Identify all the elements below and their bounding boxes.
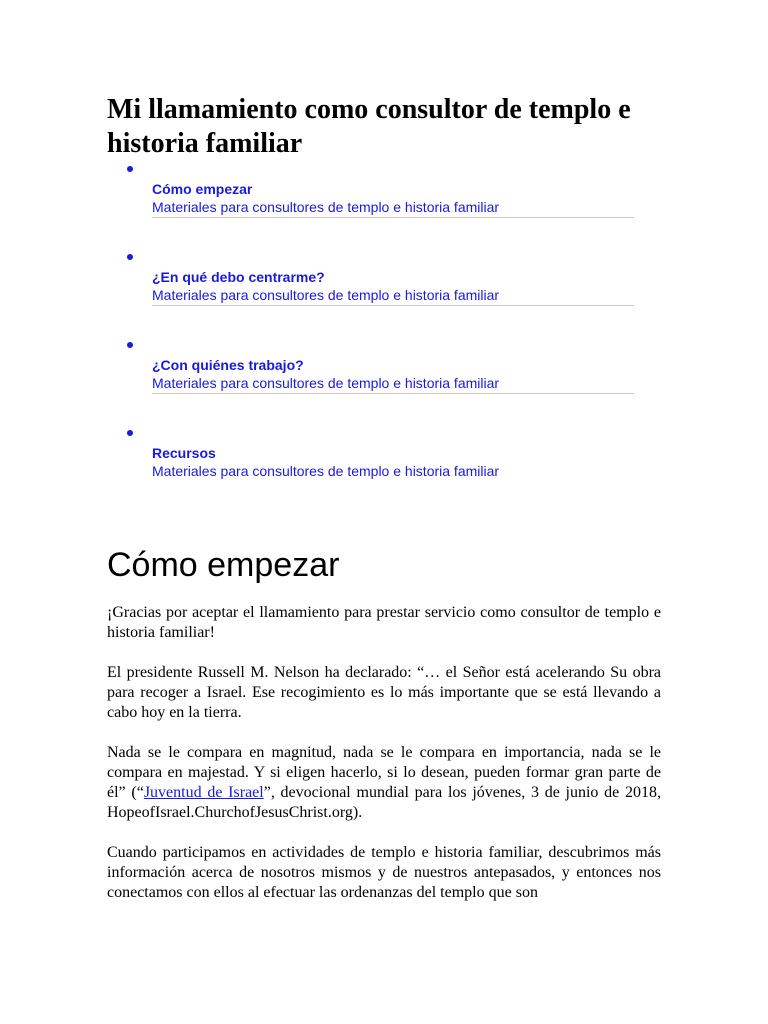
bullet-icon	[127, 430, 133, 436]
document-title: Mi llamamiento como consultor de templo e historia familiar	[107, 94, 631, 159]
toc-item-subtitle: Materiales para consultores de templo e historia familiar	[152, 199, 500, 215]
toc-item-title: Cómo empezar	[152, 181, 253, 197]
section-body	[107, 603, 661, 923]
toc-item	[107, 166, 667, 254]
toc-link-en-que-debo-centrarme[interactable]	[152, 268, 634, 306]
section-heading: Cómo empezar	[107, 546, 340, 584]
bullet-icon	[127, 342, 133, 348]
paragraph-text: ”, devocional mundial para los jóvenes, 3 de junio de 2018, HopeofIsrael.ChurchofJesusChrist.org).	[107, 784, 662, 821]
toc-item	[107, 342, 667, 430]
toc-item-title: ¿En qué debo centrarme?	[152, 269, 325, 285]
juventud-de-israel-link[interactable]: Juventud de Israel	[143, 784, 264, 801]
toc-item-title: ¿Con quiénes trabajo?	[152, 357, 304, 373]
toc-item-subtitle: Materiales para consultores de templo e historia familiar	[152, 375, 500, 391]
toc-item	[107, 254, 667, 342]
toc-link-recursos[interactable]	[152, 444, 634, 481]
paragraph: ¡Gracias por aceptar el llamamiento para prestar servicio como consultor de templo e historia familiar!	[107, 604, 661, 641]
toc-item-subtitle: Materiales para consultores de templo e historia familiar	[152, 287, 500, 303]
bullet-icon	[127, 166, 133, 172]
bullet-icon	[127, 254, 133, 260]
table-of-contents	[107, 166, 667, 518]
toc-item-title: Recursos	[152, 445, 216, 461]
paragraph-text: Nada se le compara en magnitud, nada se le compara en importancia, nada se le compara en majestad. Y si eligen hacerlo, si lo desean, pueden formar gran parte de él” (“	[107, 744, 661, 801]
paragraph: El presidente Russell M. Nelson ha declarado: “… el Señor está acelerando Su obra para recoger a Israel. Ese recogimiento es lo más importante que se está llevando a cabo hoy en la tierra.	[107, 664, 661, 721]
toc-item-subtitle: Materiales para consultores de templo e historia familiar	[152, 463, 500, 479]
paragraph: Cuando participamos en actividades de templo e historia familiar, descubrimos más información acerca de nosotros mismos y de nuestros antepasados, y entonces nos conectamos con ellos al efectuar las ordenanzas del templo que son	[107, 844, 661, 901]
paragraph	[107, 743, 661, 823]
toc-item	[107, 430, 667, 518]
toc-link-como-empezar[interactable]	[152, 180, 634, 218]
toc-link-con-quienes-trabajo[interactable]	[152, 356, 634, 394]
